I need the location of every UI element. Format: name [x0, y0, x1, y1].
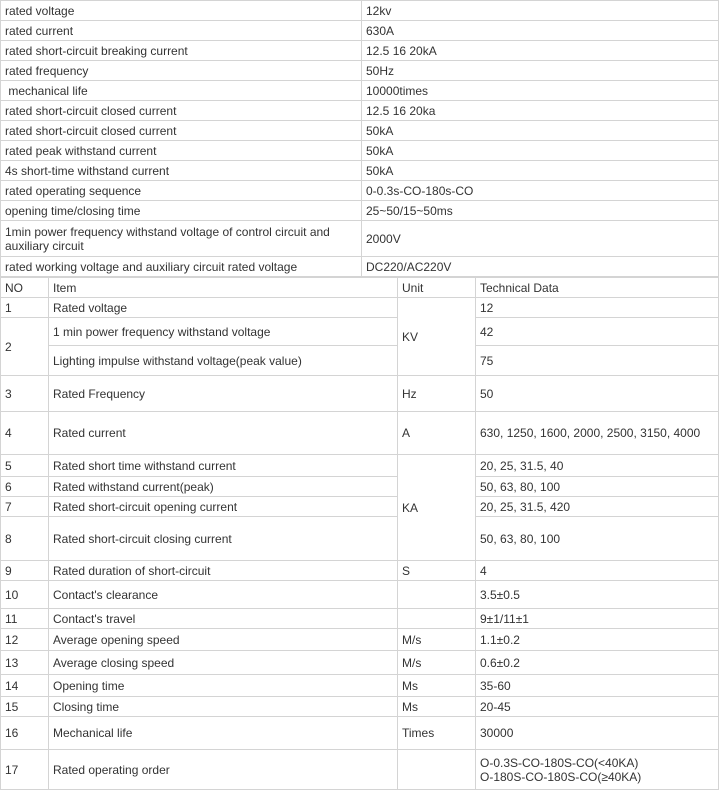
row-item: Contact's clearance [49, 581, 398, 609]
spec-value: 25~50/15~50ms [362, 201, 719, 221]
header-unit: Unit [398, 278, 476, 298]
table-row [1, 609, 719, 629]
row-unit [398, 750, 476, 790]
row-unit: Ms [398, 675, 476, 697]
row-item: Rated duration of short-circuit [49, 561, 398, 581]
table-header-row [1, 278, 719, 298]
row-no: 13 [1, 651, 49, 675]
spec-value: 50kA [362, 121, 719, 141]
spec-row [1, 181, 719, 201]
row-no: 15 [1, 697, 49, 717]
row-data: 20-45 [476, 697, 719, 717]
row-no: 3 [1, 376, 49, 412]
row-no: 8 [1, 517, 49, 561]
spec-row [1, 221, 719, 257]
row-item: Rated voltage [49, 298, 398, 318]
spec-row [1, 121, 719, 141]
table-row [1, 717, 719, 750]
row-data: 50, 63, 80, 100 [476, 517, 719, 561]
row-item: Closing time [49, 697, 398, 717]
row-data: 4 [476, 561, 719, 581]
table-row [1, 455, 719, 477]
row-data: 20, 25, 31.5, 40 [476, 455, 719, 477]
row-data: 0.6±0.2 [476, 651, 719, 675]
table-row [1, 412, 719, 455]
spec-value: 10000times [362, 81, 719, 101]
row-data: 12 [476, 298, 719, 318]
row-data: 9±1/11±1 [476, 609, 719, 629]
row-no: 16 [1, 717, 49, 750]
row-unit [398, 581, 476, 609]
spec-label: rated frequency [1, 61, 362, 81]
row-unit: Ms [398, 697, 476, 717]
table-row [1, 298, 719, 318]
spec-value: 50Hz [362, 61, 719, 81]
spec-row [1, 81, 719, 101]
table-row [1, 697, 719, 717]
row-data: O-0.3S-CO-180S-CO(<40KA) O-180S-CO-180S-CO(≥40KA) [476, 750, 719, 790]
row-item: Rated withstand current(peak) [49, 477, 398, 497]
table-row [1, 477, 719, 497]
spec-row [1, 1, 719, 21]
row-unit: M/s [398, 629, 476, 651]
spec-value: 12kv [362, 1, 719, 21]
row-no: 10 [1, 581, 49, 609]
table-row [1, 651, 719, 675]
spec-value: 50kA [362, 141, 719, 161]
row-no: 7 [1, 497, 49, 517]
table-row [1, 675, 719, 697]
row-unit: S [398, 561, 476, 581]
spec-label: rated current [1, 21, 362, 41]
spec-label: opening time/closing time [1, 201, 362, 221]
spec-row [1, 21, 719, 41]
row-unit: KA [398, 455, 476, 561]
row-no: 9 [1, 561, 49, 581]
row-item: Contact's travel [49, 609, 398, 629]
spec-value: DC220/AC220V [362, 257, 719, 277]
row-item: Mechanical life [49, 717, 398, 750]
row-data: 42 [476, 318, 719, 346]
spec-row [1, 101, 719, 121]
row-data: 50 [476, 376, 719, 412]
spec-label: rated peak withstand current [1, 141, 362, 161]
row-data: 30000 [476, 717, 719, 750]
spec-row [1, 201, 719, 221]
spec-label: rated short-circuit closed current [1, 121, 362, 141]
row-item: Average closing speed [49, 651, 398, 675]
table-row [1, 629, 719, 651]
row-data: 20, 25, 31.5, 420 [476, 497, 719, 517]
spec-label: rated short-circuit closed current [1, 101, 362, 121]
row-no: 4 [1, 412, 49, 455]
spec-value: 12.5 16 20kA [362, 41, 719, 61]
header-no: NO [1, 278, 49, 298]
spec-row [1, 61, 719, 81]
row-data: 3.5±0.5 [476, 581, 719, 609]
row-item: Rated current [49, 412, 398, 455]
row-unit: KV [398, 298, 476, 376]
row-unit: M/s [398, 651, 476, 675]
row-no: 17 [1, 750, 49, 790]
spec-row [1, 41, 719, 61]
spec-label: 1min power frequency withstand voltage of control circuit and auxiliary circuit [1, 221, 362, 257]
spec-value: 12.5 16 20ka [362, 101, 719, 121]
spec-table [0, 0, 719, 277]
row-item: Rated short-circuit opening current [49, 497, 398, 517]
spec-label: rated voltage [1, 1, 362, 21]
table-row [1, 581, 719, 609]
table-row [1, 346, 719, 376]
table-row [1, 376, 719, 412]
row-data: 35-60 [476, 675, 719, 697]
row-no: 14 [1, 675, 49, 697]
header-item: Item [49, 278, 398, 298]
row-no: 1 [1, 298, 49, 318]
table-row [1, 318, 719, 346]
spec-label: mechanical life [1, 81, 362, 101]
spec-value: 2000V [362, 221, 719, 257]
spec-row [1, 161, 719, 181]
row-no: 6 [1, 477, 49, 497]
row-item: Lighting impulse withstand voltage(peak value) [49, 346, 398, 376]
table-row [1, 561, 719, 581]
row-item: Rated short-circuit closing current [49, 517, 398, 561]
spec-label: 4s short-time withstand current [1, 161, 362, 181]
spec-value: 0-0.3s-CO-180s-CO [362, 181, 719, 201]
row-data: 630, 1250, 1600, 2000, 2500, 3150, 4000 [476, 412, 719, 455]
row-no: 5 [1, 455, 49, 477]
row-data: 50, 63, 80, 100 [476, 477, 719, 497]
spec-value: 630A [362, 21, 719, 41]
row-no: 2 [1, 318, 49, 376]
table-row [1, 497, 719, 517]
spec-row [1, 141, 719, 161]
table-row [1, 750, 719, 790]
technical-data-table [0, 277, 719, 790]
row-item: Average opening speed [49, 629, 398, 651]
row-unit: Hz [398, 376, 476, 412]
row-no: 12 [1, 629, 49, 651]
spec-label: rated working voltage and auxiliary circuit rated voltage [1, 257, 362, 277]
header-technical-data: Technical Data [476, 278, 719, 298]
row-unit: A [398, 412, 476, 455]
spec-row [1, 257, 719, 277]
row-data: 1.1±0.2 [476, 629, 719, 651]
row-item: Rated operating order [49, 750, 398, 790]
row-item: Rated Frequency [49, 376, 398, 412]
row-data: 75 [476, 346, 719, 376]
row-unit: Times [398, 717, 476, 750]
row-item: Rated short time withstand current [49, 455, 398, 477]
row-unit [398, 609, 476, 629]
row-item: 1 min power frequency withstand voltage [49, 318, 398, 346]
table-row [1, 517, 719, 561]
spec-label: rated operating sequence [1, 181, 362, 201]
row-no: 11 [1, 609, 49, 629]
spec-label: rated short-circuit breaking current [1, 41, 362, 61]
row-item: Opening time [49, 675, 398, 697]
spec-value: 50kA [362, 161, 719, 181]
